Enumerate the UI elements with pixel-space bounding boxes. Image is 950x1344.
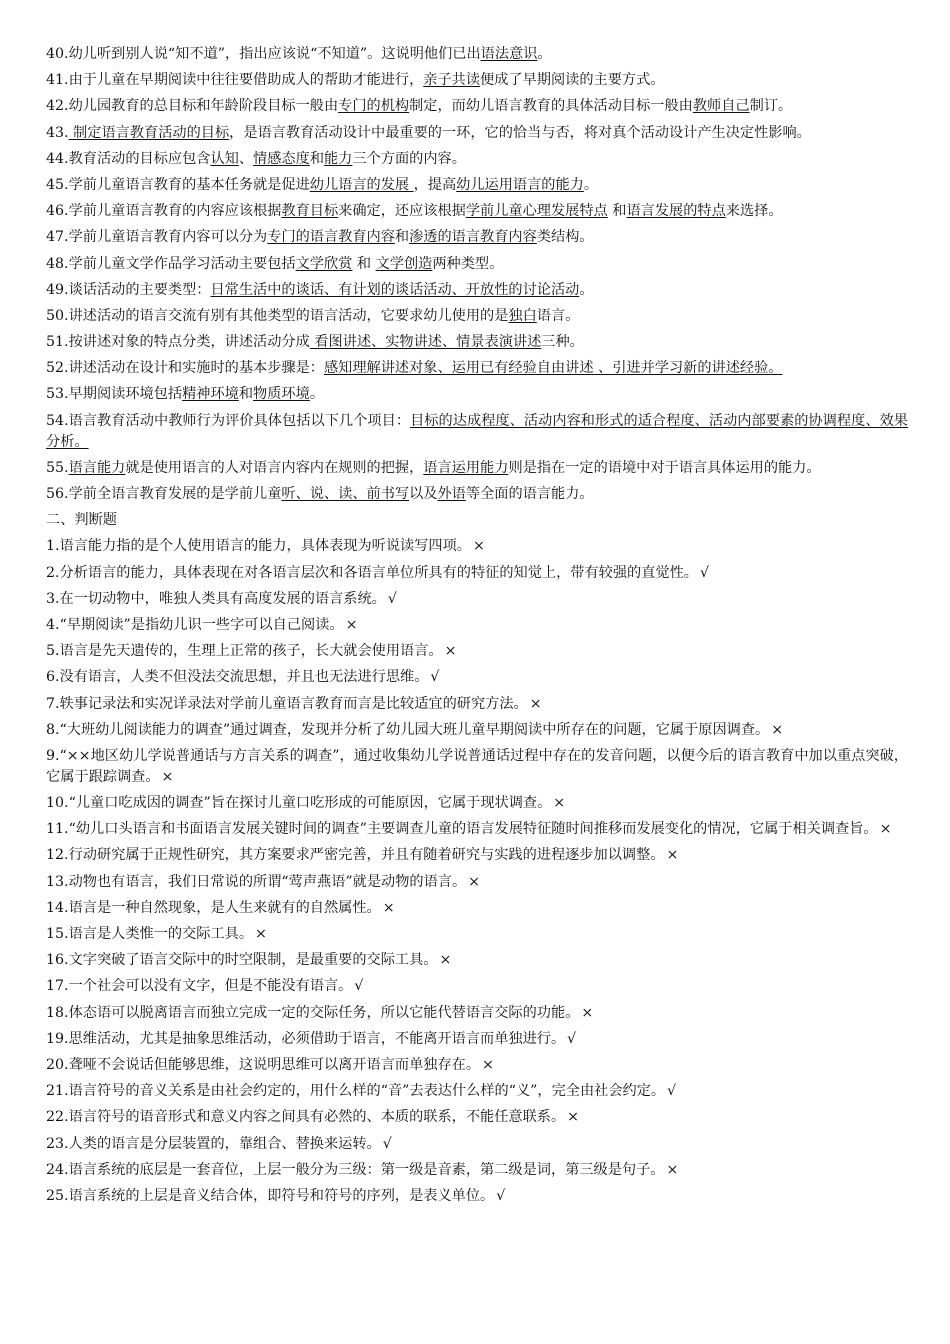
question-text: 两种类型。 xyxy=(432,255,504,272)
question-text: 46.学前儿童语言教育的内容应该根据 xyxy=(46,203,282,220)
judge-mark: × xyxy=(468,873,481,890)
judge-mark: × xyxy=(771,721,784,738)
answer-underlined: 幼儿语言的发展 xyxy=(309,176,414,193)
judge-statement: 19.思维活动，尤其是抽象思维活动，必须借助于语言，不能离开语言而单独进行。 xyxy=(46,1030,566,1047)
judge-item xyxy=(46,898,908,919)
judge-mark: × xyxy=(666,1161,679,1178)
judge-statement: 22.语言符号的语音形式和意义内容之间具有必然的、本质的联系，不能任意联系。 xyxy=(46,1109,566,1126)
question-text: 41.由于儿童在早期阅读中往往要借助成人的帮助才能进行， xyxy=(46,72,424,89)
judge-statement: 23.人类的语言是分层装置的，靠组合、替换来运转。 xyxy=(46,1135,381,1152)
judge-statement: 4.“早期阅读”是指幼儿识一些字可以自己阅读。 xyxy=(46,616,344,633)
judge-mark: × xyxy=(345,616,358,633)
question-text: 以及 xyxy=(409,486,438,502)
judge-mark: × xyxy=(581,1004,594,1021)
judge-statement: 16.文字突破了语言交际中的时空限制，是最重要的交际工具。 xyxy=(46,952,438,969)
question-text: 43. xyxy=(46,124,69,141)
judge-statement: 18.体态语可以脱离语言而独立完成一定的交际任务，所以它能代替语言交际的功能。 xyxy=(46,1004,580,1021)
answer-underlined: 听、说、读、前书写 xyxy=(281,486,410,502)
judge-mark: √ xyxy=(667,1083,677,1100)
answer-underlined: 物质环境 xyxy=(253,386,310,403)
answer-underlined: 幼儿运用语言的能力 xyxy=(456,176,584,193)
question-text: 42.幼儿园教育的总目标和年龄阶段目标一般由 xyxy=(46,98,339,115)
answer-underlined: 文学欣赏 xyxy=(295,255,353,272)
answer-underlined: 文学创造 xyxy=(375,255,433,272)
question-text: 55. xyxy=(46,459,69,476)
question-text: 便成了早期阅读的主要方式。 xyxy=(480,72,665,89)
judge-mark: × xyxy=(553,795,566,812)
fill-item xyxy=(46,484,908,505)
judge-statement: 5.语言是先天遗传的，生理上正常的孩子，长大就会使用语言。 xyxy=(46,643,443,660)
answer-underlined: 语言能力 xyxy=(68,459,126,476)
answer-underlined: 教育目标 xyxy=(281,203,339,220)
judge-mark: × xyxy=(879,821,892,838)
answer-underlined: 语言发展的特点 xyxy=(626,203,726,220)
question-text: 47.学前儿童语言教育内容可以分为 xyxy=(46,229,268,246)
answer-underlined: 目标的达成程度、活动内容和形式的适合程度、活动内部要素的协调程度、效果分析。 xyxy=(46,412,908,450)
fill-item xyxy=(46,149,908,170)
answer-underlined: 认知 xyxy=(210,150,239,167)
answer-underlined: 学前儿童心理发展特点 xyxy=(465,203,608,220)
judge-statement: 11.“幼儿口头语言和书面语言发展关键时间的调查”主要调查儿童的语言发展特征随时间推移而发展变化的情况，它属于相关调查旨。 xyxy=(46,821,878,838)
fill-item xyxy=(46,358,908,379)
question-text: 等全面的语言能力。 xyxy=(465,486,594,502)
question-text: 50.讲述活动的语言交流有别有其他类型的语言活动，它要求幼儿使用的是 xyxy=(46,307,509,324)
question-text: 44.教育活动的目标应包含 xyxy=(46,150,211,167)
answer-underlined: 感知理解讲述对象、运用已有经验自由讲述 、引进并学习新的讲述经验。 xyxy=(323,360,783,377)
question-text: ，提高 xyxy=(413,176,457,193)
answer-underlined: 看图讲述、实物讲述、情景表演讲述 xyxy=(309,334,542,351)
fill-item xyxy=(46,332,908,353)
question-text: 制定，而幼儿语言教育的具体活动目标一般由 xyxy=(409,98,693,115)
judge-mark: √ xyxy=(699,564,710,581)
judge-statement: 24.语言系统的底层是一套音位，上层一般分为三级：第一级是音素，第二级是词，第三级是句子。 xyxy=(46,1161,665,1178)
question-text: 和 xyxy=(607,203,627,220)
judge-item xyxy=(46,563,908,584)
fill-item xyxy=(46,254,908,275)
judge-mark: × xyxy=(567,1109,580,1126)
judge-mark: √ xyxy=(430,669,440,686)
judge-item xyxy=(46,1055,908,1076)
section-title: 二、判断题 xyxy=(46,512,117,529)
judge-item xyxy=(46,1160,908,1181)
answer-underlined: 制定语言教育活动的目标 xyxy=(68,124,230,141)
answer-underlined: 外语 xyxy=(437,486,466,502)
judge-item xyxy=(46,845,908,866)
judge-mark: √ xyxy=(496,1187,506,1204)
judge-item xyxy=(46,976,908,997)
judge-item xyxy=(46,793,908,814)
judge-item xyxy=(46,536,908,557)
judge-statement: 9.“××地区幼儿学说普通话与方言关系的调查”，通过收集幼儿学说普通话过程中存在的发音问题，以便今后的语言教育中加以重点突破，它属于跟踪调查。 xyxy=(46,747,908,785)
judge-mark: × xyxy=(439,952,452,969)
answer-underlined: 教师自己 xyxy=(692,98,750,115)
judge-mark: × xyxy=(161,768,174,785)
judge-item xyxy=(46,589,908,610)
judge-statement: 15.语言是人类惟一的交际工具。 xyxy=(46,926,254,942)
judge-item xyxy=(46,1003,908,1024)
judge-statement: 6.没有语言，人类不但没法交流思想，并且也无法进行思维。 xyxy=(46,669,429,686)
judge-item xyxy=(46,1029,908,1050)
judge-statement: 21.语言符号的音义关系是由社会约定的，用什么样的“音”去表达什么样的“义”，完全由社会约定。 xyxy=(46,1083,666,1100)
judge-mark: √ xyxy=(382,1135,392,1152)
judge-item xyxy=(46,694,908,715)
judge-item xyxy=(46,1134,908,1155)
question-text: 。 xyxy=(537,46,552,62)
fill-item xyxy=(46,280,908,301)
question-text: 就是使用语言的人对语言内容内在规则的把握， xyxy=(125,459,424,476)
judge-item xyxy=(46,667,908,688)
question-text: 则是指在一定的语境中对于语言具体运用的能力。 xyxy=(508,459,821,476)
judge-mark: × xyxy=(255,926,267,942)
judge-mark: × xyxy=(666,847,679,864)
fill-item xyxy=(46,384,908,405)
answer-underlined: 语法意识 xyxy=(480,46,538,62)
question-text: 和 xyxy=(394,229,410,246)
fill-item xyxy=(46,227,908,248)
question-text: 语言。 xyxy=(536,307,580,324)
question-text: 。 xyxy=(583,176,599,193)
question-text: 49.谈话活动的主要类型： xyxy=(46,281,211,298)
fill-item xyxy=(46,123,908,144)
fill-item xyxy=(46,44,908,65)
question-text: 和 xyxy=(309,150,325,167)
question-text: 类结构。 xyxy=(536,229,594,246)
answer-underlined: 日常生活中的谈话、有计划的谈话活动、开放性的讨论活动 xyxy=(210,281,580,298)
question-text: 54.语言教育活动中教师行为评价具体包括以下几个项目： xyxy=(46,412,411,429)
judgement-answer-list xyxy=(46,536,908,1207)
answer-underlined: 精神环境 xyxy=(182,386,239,403)
question-text: 和 xyxy=(238,386,254,403)
answer-underlined: 语言运用能力 xyxy=(423,459,509,476)
judge-statement: 2.分析语言的能力，具体表现在对各语言层次和各语言单位所具有的特征的知觉上，带有较强的直觉性。 xyxy=(46,564,698,581)
judge-statement: 20.聋哑不会说话但能够思维，这说明思维可以离开语言而单独存在。 xyxy=(46,1056,481,1073)
judge-statement: 7.轶事记录法和实况详录法对学前儿童语言教育而言是比较适宜的研究方法。 xyxy=(46,695,528,712)
fill-item xyxy=(46,411,908,453)
answer-underlined: 亲子共读 xyxy=(423,72,481,89)
question-text: 56.学前全语言教育发展的是学前儿童 xyxy=(46,486,282,502)
answer-underlined: 能力 xyxy=(324,150,353,167)
judge-item xyxy=(46,1186,908,1207)
question-text: 、 xyxy=(238,150,254,167)
question-text: 来确定，还应该根据 xyxy=(338,203,466,220)
judge-statement: 1.语言能力指的是个人使用语言的能力，具体表现为听说读写四项。 xyxy=(46,538,471,555)
fill-item xyxy=(46,70,908,91)
question-text: 。 xyxy=(579,281,594,298)
question-text: 三种。 xyxy=(541,334,584,351)
question-text: 51.按讲述对象的特点分类，讲述活动分成 xyxy=(46,334,310,351)
question-text: 和 xyxy=(352,255,376,272)
fill-in-answer-list xyxy=(46,44,908,505)
judge-mark: × xyxy=(529,695,542,712)
judge-statement: 13.动物也有语言，我们日常说的所谓“莺声燕语”就是动物的语言。 xyxy=(46,873,467,890)
judge-mark: × xyxy=(482,1056,494,1073)
judge-statement: 25.语言系统的上层是音义结合体，即符号和符号的序列，是表义单位。 xyxy=(46,1187,495,1204)
judge-item xyxy=(46,1081,908,1102)
question-text: 40.幼儿听到别人说“知不道”，指出应该说“不知道”。这说明他们已出 xyxy=(46,46,481,62)
judge-item xyxy=(46,746,908,788)
judge-statement: 14.语言是一种自然现象，是人生来就有的自然属性。 xyxy=(46,899,381,916)
judge-statement: 17.一个社会可以没有文字，但是不能没有语言。 xyxy=(46,978,353,995)
question-text: 52.讲述活动在设计和实施时的基本步骤是： xyxy=(46,360,324,377)
answer-underlined: 专门的语言教育内容 xyxy=(267,229,395,246)
judge-statement: 8.“大班幼儿阅读能力的调查”通过调查，发现并分析了幼儿园大班儿童早期阅读中所存在的问题，它属于原因调查。 xyxy=(46,721,770,738)
question-text: ，是语言教育活动设计中最重要的一环，它的恰当与否，将对真个活动设计产生决定性影响。 xyxy=(229,124,811,141)
answer-underlined: 独白 xyxy=(508,307,537,324)
question-text: 53.早期阅读环境包括 xyxy=(46,386,183,403)
question-text: 来选择。 xyxy=(725,203,783,220)
fill-item xyxy=(46,175,908,196)
judge-mark: × xyxy=(382,899,395,916)
fill-item xyxy=(46,306,908,327)
question-text: 45.学前儿童语言教育的基本任务就是促进 xyxy=(46,176,310,193)
judge-item xyxy=(46,1107,908,1128)
question-text: 48.学前儿童文学作品学习活动主要包括 xyxy=(46,255,296,272)
question-text: 。 xyxy=(309,386,325,403)
judge-mark: √ xyxy=(354,978,364,995)
judge-statement: 3.在一切动物中，唯独人类具有高度发展的语言系统。 xyxy=(46,590,386,607)
judge-item xyxy=(46,819,908,840)
judge-item xyxy=(46,872,908,893)
judge-item xyxy=(46,641,908,662)
judge-item xyxy=(46,615,908,636)
judge-mark: √ xyxy=(387,590,397,607)
question-text: 三个方面的内容。 xyxy=(352,150,466,167)
answer-underlined: 专门的机构 xyxy=(338,98,410,115)
judge-item xyxy=(46,924,908,945)
fill-item xyxy=(46,201,908,222)
judge-item xyxy=(46,950,908,971)
fill-item xyxy=(46,458,908,479)
question-text: 制订。 xyxy=(749,98,793,115)
fill-item xyxy=(46,96,908,117)
judge-mark: √ xyxy=(567,1030,577,1047)
judge-mark: × xyxy=(472,538,485,555)
answer-underlined: 情感态度 xyxy=(253,150,310,167)
judge-mark: × xyxy=(444,643,457,660)
answer-underlined: 渗透的语言教育内容 xyxy=(409,229,537,246)
judge-statement: 12.行动研究属于正规性研究，其方案要求严密完善，并且有随着研究与实践的进程逐步加以调整。 xyxy=(46,847,665,864)
judge-statement: 10.“儿童口吃成因的调查”旨在探讨儿童口吃形成的可能原因，它属于现状调查。 xyxy=(46,795,552,812)
judge-item xyxy=(46,720,908,741)
